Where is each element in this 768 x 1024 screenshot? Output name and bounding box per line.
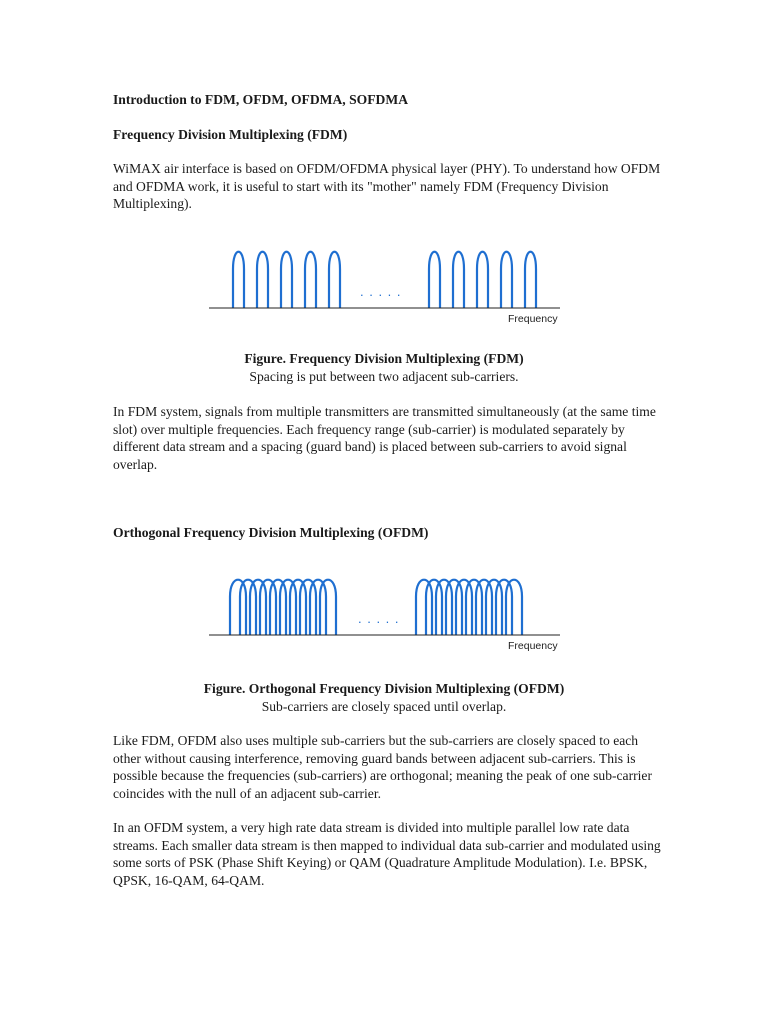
- ofdm-subcarrier: [250, 580, 266, 635]
- ofdm-subcarrier: [426, 580, 442, 635]
- fdm-subcarrier: [453, 252, 464, 308]
- ofdm-subcarrier: [320, 580, 336, 635]
- fdm-subcarrier: [477, 252, 488, 308]
- fdm-subcarrier: [329, 252, 340, 308]
- ofdm-subcarrier: [416, 580, 432, 635]
- document-title: Introduction to FDM, OFDM, OFDMA, SOFDMA: [113, 92, 409, 107]
- ofdm-caption-title: Figure. Orthogonal Frequency Division Multiplexing (OFDM): [203, 681, 565, 696]
- ofdm-subcarrier: [456, 580, 472, 635]
- ofdm-subcarrier: [436, 580, 452, 635]
- ofdm-figure-caption: [0, 680, 768, 715]
- fdm-carriers: [233, 252, 536, 308]
- fdm-axis-label: Frequency: [508, 313, 558, 325]
- ofdm-subcarrier: [260, 580, 276, 635]
- ofdm-subcarrier: [446, 580, 462, 635]
- ofdm-subcarrier: [290, 580, 306, 635]
- fdm-figure: [203, 238, 568, 338]
- ofdm-paragraph-1: Like FDM, OFDM also uses multiple sub-carriers but the sub-carriers are closely spaced to each other without causing interference, removing guard bands between adjacent sub-carriers. This is possible because the frequencies (sub-carriers) are orthogonal; meaning the peak of one sub-carrier coincides with the null of an adjacent sub-carrier.: [113, 733, 652, 801]
- ofdm-ellipsis: . . . . .: [358, 611, 400, 626]
- ofdm-axis-label: Frequency: [508, 640, 558, 652]
- fdm-caption-title: Figure. Frequency Division Multiplexing (FDM): [244, 351, 524, 366]
- ofdm-spectrum-diagram: [203, 566, 568, 661]
- ofdm-subcarrier: [486, 580, 502, 635]
- ofdm-subcarrier: [240, 580, 256, 635]
- fdm-subcarrier: [233, 252, 244, 308]
- ofdm-paragraph-2: In an OFDM system, a very high rate data stream is divided into multiple parallel low rate data streams. Each smaller data stream is then mapped to individual data sub-carrier and modulated using some sorts of PSK (Phase Shift Keying) or QAM (Quadrature Amplitude Modulation). I.e. BPSK, QPSK, 16-QAM, 64-QAM.: [113, 820, 661, 888]
- ofdm-subcarrier: [506, 580, 522, 635]
- fdm-caption-subtitle: Spacing is put between two adjacent sub-carriers.: [249, 368, 519, 384]
- ofdm-subcarrier: [310, 580, 326, 635]
- ofdm-figure: [203, 566, 568, 666]
- intro-paragraph: WiMAX air interface is based on OFDM/OFDMA physical layer (PHY). To understand how OFDM and OFDMA work, it is useful to start with its "mother" namely FDM (Frequency Division Multiplexing).: [113, 161, 661, 212]
- ofdm-subcarrier: [496, 580, 512, 635]
- fdm-subcarrier: [281, 252, 292, 308]
- fdm-subcarrier: [525, 252, 536, 308]
- ofdm-subcarrier: [476, 580, 492, 635]
- ofdm-subcarrier: [270, 580, 286, 635]
- ofdm-section-heading: Orthogonal Frequency Division Multiplexing (OFDM): [113, 525, 429, 540]
- ofdm-caption-subtitle: Sub-carriers are closely spaced until overlap.: [261, 698, 507, 714]
- ofdm-subcarrier: [280, 580, 296, 635]
- ofdm-subcarrier: [230, 580, 246, 635]
- fdm-section-heading: Frequency Division Multiplexing (FDM): [113, 127, 348, 142]
- ofdm-subcarrier: [466, 580, 482, 635]
- fdm-subcarrier: [429, 252, 440, 308]
- fdm-ellipsis: . . . . .: [360, 284, 402, 299]
- fdm-paragraph: In FDM system, signals from multiple transmitters are transmitted simultaneously (at the same time slot) over multiple frequencies. Each frequency range (sub-carrier) is modulated separately by different data stream and a spacing (guard band) is placed between sub-carriers to avoid signal overlap.: [113, 404, 656, 472]
- fdm-subcarrier: [257, 252, 268, 308]
- ofdm-subcarrier: [300, 580, 316, 635]
- fdm-subcarrier: [305, 252, 316, 308]
- fdm-subcarrier: [501, 252, 512, 308]
- fdm-spectrum-diagram: [203, 238, 568, 333]
- ofdm-carriers: [230, 580, 522, 635]
- fdm-figure-caption: [0, 350, 768, 385]
